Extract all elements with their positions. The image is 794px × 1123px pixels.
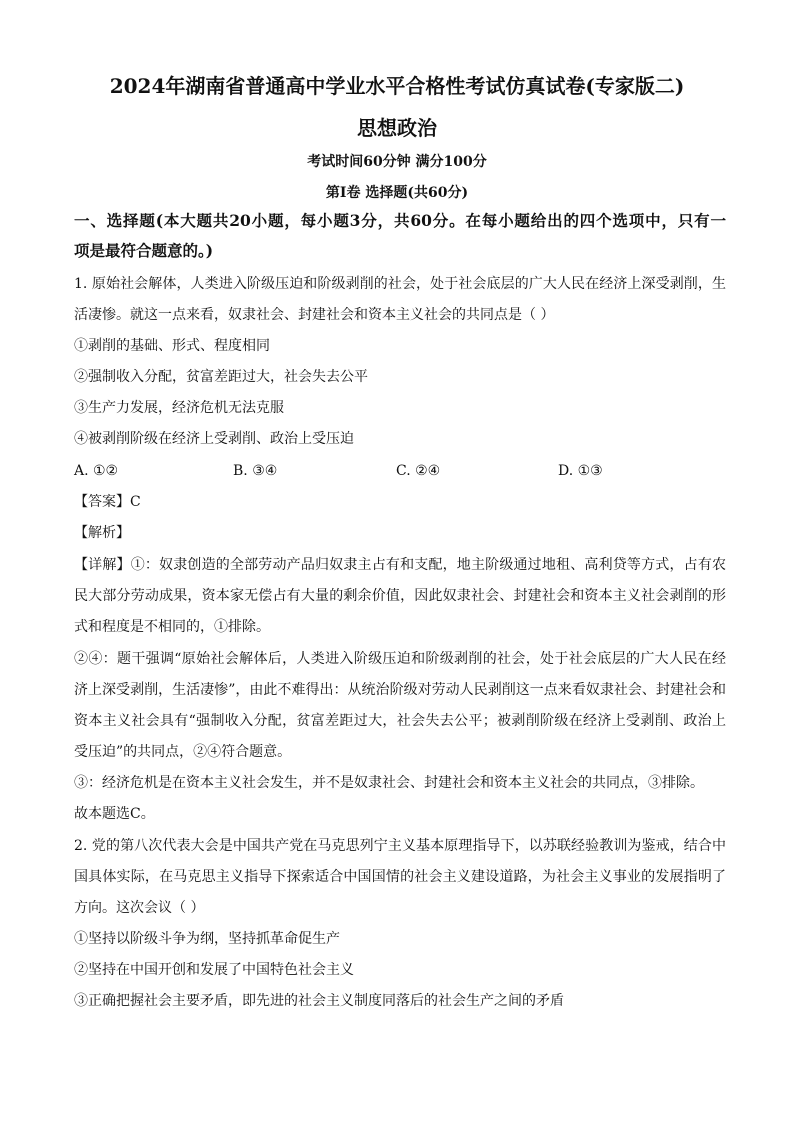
part-title: 第Ⅰ卷 选择题(共60分): [325, 185, 469, 201]
q1-conclusion: 故本题选C。: [74, 806, 155, 822]
q1-detail-line: 济上深受剥削，生活凄惨”，由此不难得出：从统治阶级对劳动人民剥削这一点来看奴隶社会、封建社会和: [74, 682, 726, 698]
section-heading-line1: 一、选择题(本大题共20小题，每小题3分，共60分。在每小题给出的四个选项中，只有一: [74, 211, 726, 230]
q2-item-3: ③正确把握社会主要矛盾，即先进的社会主义制度同落后的社会生产之间的矛盾: [74, 993, 564, 1009]
q1-item-3: ③生产力发展，经济危机无法克服: [74, 400, 284, 416]
q1-stem-line1: 1. 原始社会解体，人类进入阶级压迫和阶级剥削的社会，处于社会底层的广大人民在经济上深受剥削，生: [74, 276, 726, 292]
q1-detail-line: ③：经济危机是在资本主义社会发生，并不是奴隶社会、封建社会和资本主义社会的共同点，③排除。: [74, 775, 704, 791]
q1-item-2: ②强制收入分配，贫富差距过大，社会失去公平: [74, 369, 368, 385]
exam-info: 考试时间60分钟 满分100分: [307, 154, 487, 170]
q1-option-d: D. ①③: [558, 463, 603, 479]
section-heading-line2: 项是最符合题意的。): [74, 241, 214, 260]
q1-detail-line: 受压迫”的共同点，②④符合题意。: [74, 744, 292, 760]
q1-detail-line: 资本主义社会具有“强制收入分配，贫富差距过大，社会失去公平；被剥削阶级在经济上受剥削、政治上: [74, 713, 726, 729]
q1-item-1: ①剥削的基础、形式、程度相同: [74, 338, 270, 354]
q2-stem-line2: 国具体实际，在马克思主义指导下探索适合中国国情的社会主义建设道路，为社会主义事业的发展指明了: [74, 869, 726, 885]
subject-title: 思想政治: [357, 116, 437, 140]
q2-item-1: ①坚持以阶级斗争为纲，坚持抓革命促生产: [74, 931, 340, 947]
q1-stem-line2: 活凄惨。就这一点来看，奴隶社会、封建社会和资本主义社会的共同点是（ ）: [74, 307, 555, 323]
q2-item-2: ②坚持在中国开创和发展了中国特色社会主义: [74, 962, 354, 978]
q1-detail-line: 民大部分劳动成果，资本家无偿占有大量的剩余价值，因此奴隶社会、封建社会和资本主义社会剥削的形: [74, 588, 726, 604]
q1-detail-line: ②④：题干强调“原始社会解体后，人类进入阶级压迫和阶级剥削的社会，处于社会底层的广大人民在经: [74, 651, 726, 667]
q2-stem-line3: 方向。这次会议（ ）: [74, 900, 205, 916]
q2-stem-line1: 2. 党的第八次代表大会是中国共产党在马克思列宁主义基本原理指导下，以苏联经验教训为鉴戒，结合中: [74, 838, 726, 854]
q1-analysis-label: 【解析】: [74, 525, 130, 541]
exam-title: 2024年湖南省普通高中学业水平合格性考试仿真试卷(专家版二): [109, 74, 685, 98]
q1-detail-line: 式和程度是不相同的，①排除。: [74, 619, 270, 635]
q1-option-c: C. ②④: [396, 463, 441, 479]
q1-answer: 【答案】C: [74, 494, 141, 510]
q1-option-b: B. ③④: [233, 463, 278, 479]
q1-detail-line: 【详解】①：奴隶创造的全部劳动产品归奴隶主占有和支配，地主阶级通过地租、高利贷等方式，占有农: [74, 557, 726, 573]
q1-option-a: A. ①②: [74, 463, 119, 479]
q1-item-4: ④被剥削阶级在经济上受剥削、政治上受压迫: [74, 431, 354, 447]
